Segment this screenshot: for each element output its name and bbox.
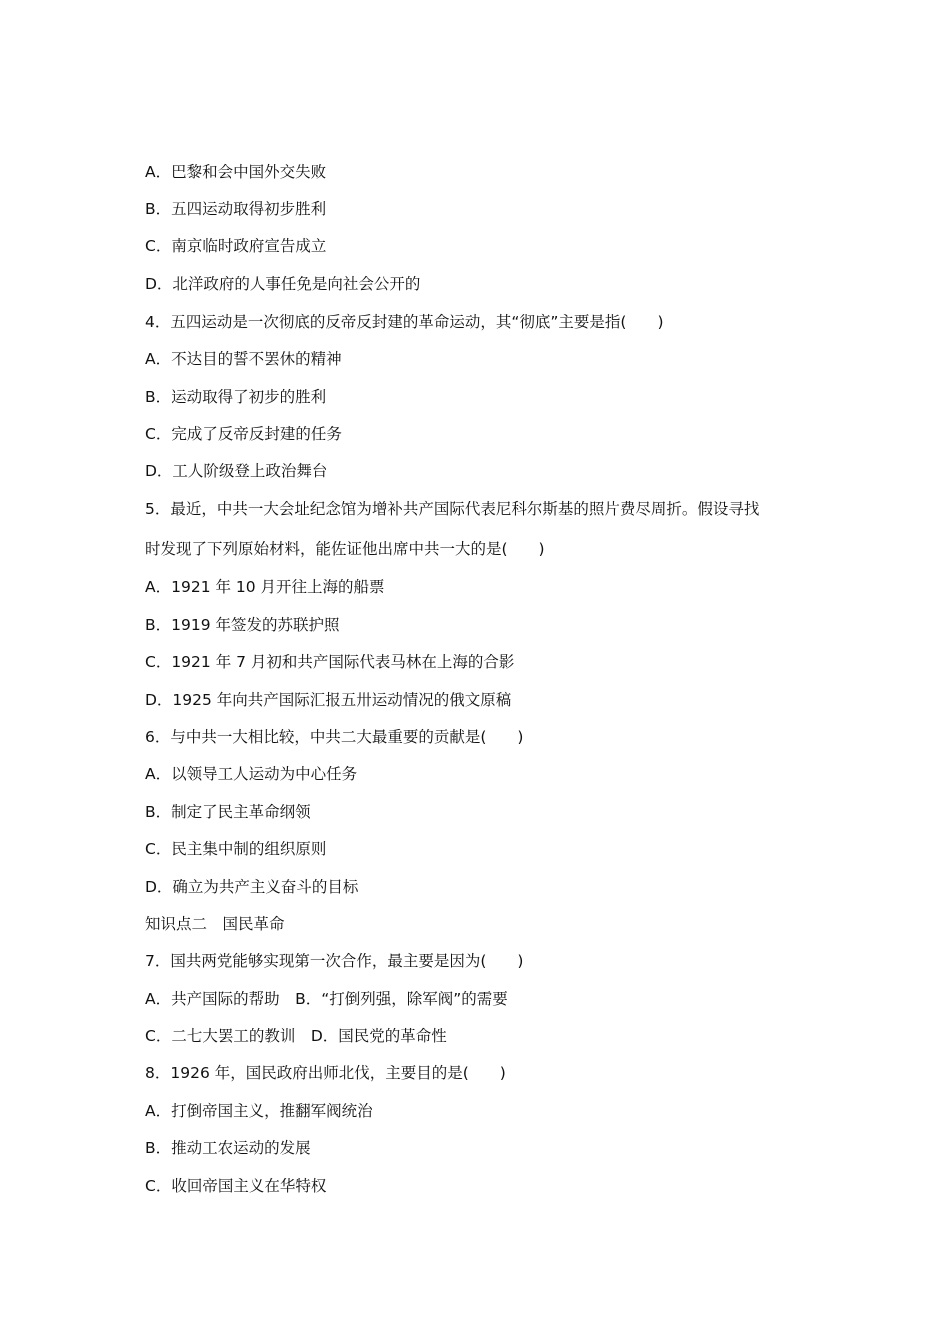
option-7cd: C．二七大罢工的教训 D．国民党的革命性 — [145, 1027, 447, 1045]
option-3c: C．南京临时政府宣告成立 — [145, 237, 327, 255]
option-6a: A．以领导工人运动为中心任务 — [145, 765, 358, 783]
option-4c: C．完成了反帝反封建的任务 — [145, 425, 342, 443]
option-5b: B．1919 年签发的苏联护照 — [145, 616, 340, 634]
option-8b: B．推动工农运动的发展 — [145, 1139, 311, 1157]
option-6c: C．民主集中制的组织原则 — [145, 840, 327, 858]
option-3a: A．巴黎和会中国外交失败 — [145, 163, 327, 181]
option-4d: D．工人阶级登上政治舞台 — [145, 462, 328, 480]
option-5c: C．1921 年 7 月初和共产国际代表马林在上海的合影 — [145, 653, 515, 671]
option-4a: A．不达目的誓不罢休的精神 — [145, 350, 342, 368]
question-5-line-1: 5．最近，中共一大会址纪念馆为增补共产国际代表尼科尔斯基的照片费尽周折。假设寻找 — [145, 500, 760, 518]
option-4b: B．运动取得了初步的胜利 — [145, 388, 327, 406]
option-6b: B．制定了民主革命纲领 — [145, 803, 311, 821]
option-3b: B．五四运动取得初步胜利 — [145, 200, 327, 218]
question-8: 8．1926 年，国民政府出师北伐，主要目的是( ) — [145, 1064, 506, 1082]
option-6d: D．确立为共产主义奋斗的目标 — [145, 878, 359, 896]
section-heading: 知识点二 国民革命 — [145, 915, 285, 933]
question-5-line-2: 时发现了下列原始材料，能佐证他出席中共一大的是( ) — [145, 540, 545, 558]
option-5d: D．1925 年向共产国际汇报五卅运动情况的俄文原稿 — [145, 691, 512, 709]
option-7ab: A．共产国际的帮助 B．“打倒列强，除军阀”的需要 — [145, 990, 508, 1008]
question-4: 4．五四运动是一次彻底的反帝反封建的革命运动，其“彻底”主要是指( ) — [145, 313, 664, 331]
option-5a: A．1921 年 10 月开往上海的船票 — [145, 578, 385, 596]
question-6: 6．与中共一大相比较，中共二大最重要的贡献是( ) — [145, 728, 524, 746]
option-8c: C．收回帝国主义在华特权 — [145, 1177, 327, 1195]
question-7: 7．国共两党能够实现第一次合作，最主要是因为( ) — [145, 952, 524, 970]
option-8a: A．打倒帝国主义，推翻军阀统治 — [145, 1102, 373, 1120]
option-3d: D．北洋政府的人事任免是向社会公开的 — [145, 275, 421, 293]
